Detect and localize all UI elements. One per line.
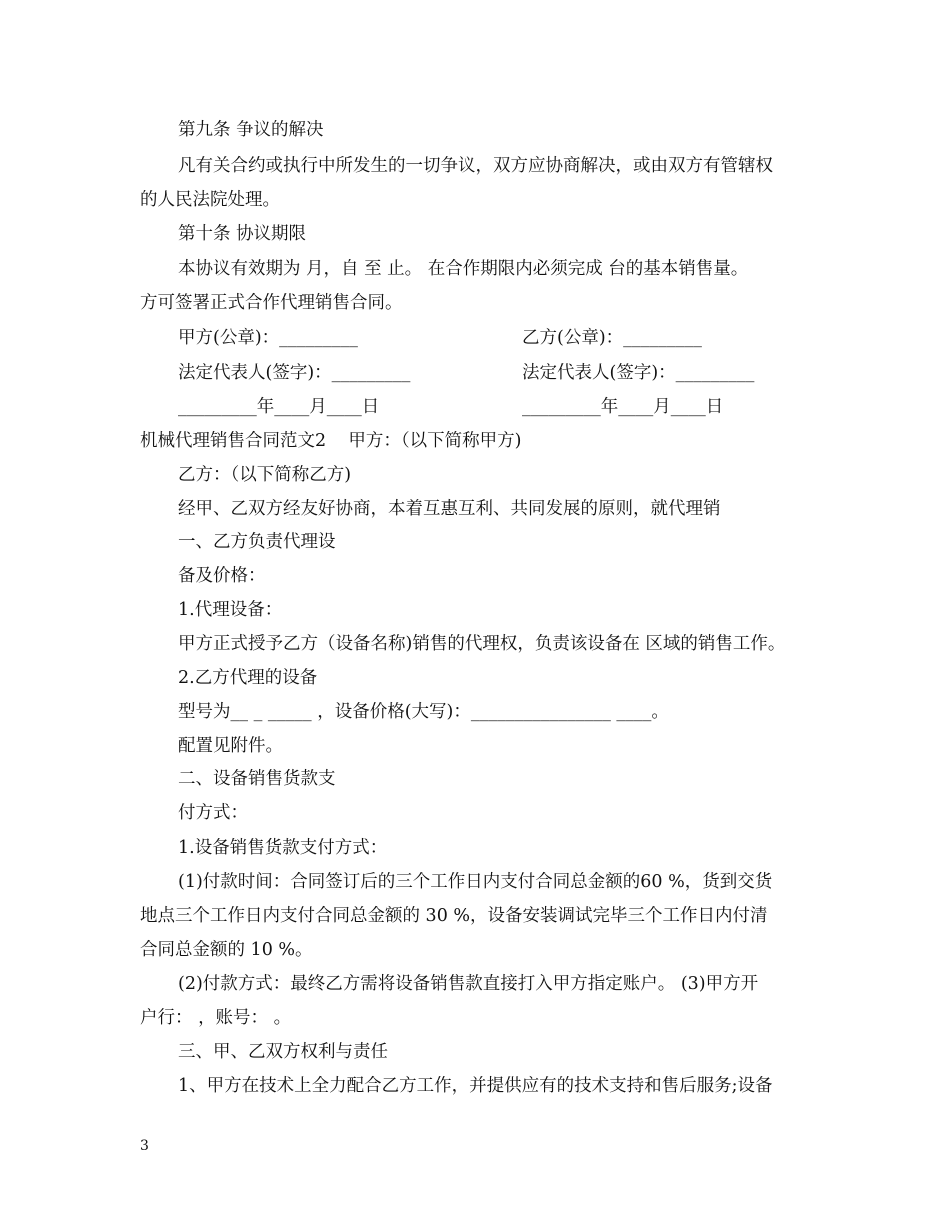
paragraph-line: 1.代理设备： — [178, 600, 283, 620]
paragraph-line: 1.设备销售货款支付方式： — [178, 838, 388, 858]
paragraph-line: 1、甲方在技术上全力配合乙方工作，并提供应有的技术支持和售后服务;设备 — [178, 1076, 773, 1096]
party-b-date: _________年____月____日 — [522, 397, 724, 417]
paragraph-line: 甲方正式授予乙方（设备名称)销售的代理权，负责该设备在 区域的销售工作。 — [178, 634, 786, 654]
paragraph-line: 乙方：（以下简称乙方) — [178, 465, 352, 485]
article-10-heading: 第十条 协议期限 — [178, 224, 307, 244]
paragraph-line: 付方式： — [178, 803, 248, 823]
party-b-seal: 乙方(公章)：_________ — [522, 328, 702, 348]
paragraph-line: (2)付款方式：最终乙方需将设备销售款直接打入甲方指定账户。 (3)甲方开 — [178, 974, 759, 994]
paragraph-line: 地点三个工作日内支付合同总金额的 30 %，设备安装调试完毕三个工作日内付清 — [140, 906, 768, 926]
party-b-representative: 法定代表人(签字)：_________ — [522, 363, 755, 383]
section-heading: 三、甲、乙双方权利与责任 — [178, 1042, 388, 1062]
paragraph-line: 本协议有效期为 月，自 至 止。 在合作期限内必须完成 台的基本销售量。 — [178, 259, 749, 279]
party-a-seal: 甲方(公章)：_________ — [178, 328, 358, 348]
paragraph-line: 备及价格： — [178, 566, 266, 586]
paragraph-line: 户行： ，账号： 。 — [140, 1008, 292, 1028]
section-heading: 一、乙方负责代理设 — [178, 532, 336, 552]
party-a-representative: 法定代表人(签字)：_________ — [178, 363, 411, 383]
party-a-date: _________年____月____日 — [178, 397, 380, 417]
paragraph-line: 配置见附件。 — [178, 736, 283, 756]
article-9-heading: 第九条 争议的解决 — [178, 120, 324, 140]
paragraph-line: 型号为__ _ _____ ，设备价格(大写)：________________ ____。 — [178, 702, 669, 722]
paragraph-line: 的人民法院处理。 — [140, 190, 280, 210]
paragraph-line: 2.乙方代理的设备 — [178, 668, 318, 688]
section-heading: 二、设备销售货款支 — [178, 769, 336, 789]
paragraph-line: 凡有关合约或执行中所发生的一切争议，双方应协商解决，或由双方有管辖权 — [178, 156, 773, 176]
paragraph-line: 经甲、乙双方经友好协商，本着互惠互利、共同发展的原则，就代理销 — [178, 499, 721, 519]
paragraph-line: 合同总金额的 10 %。 — [140, 940, 313, 960]
paragraph-line: (1)付款时间：合同签订后的三个工作日内支付合同总金额的60 %，货到交货 — [178, 872, 773, 892]
contract-title-line: 机械代理销售合同范文2 甲方：（以下简称甲方) — [140, 431, 522, 451]
page-number: 3 — [140, 1138, 149, 1154]
paragraph-line: 方可签署正式合作代理销售合同。 — [140, 293, 403, 313]
